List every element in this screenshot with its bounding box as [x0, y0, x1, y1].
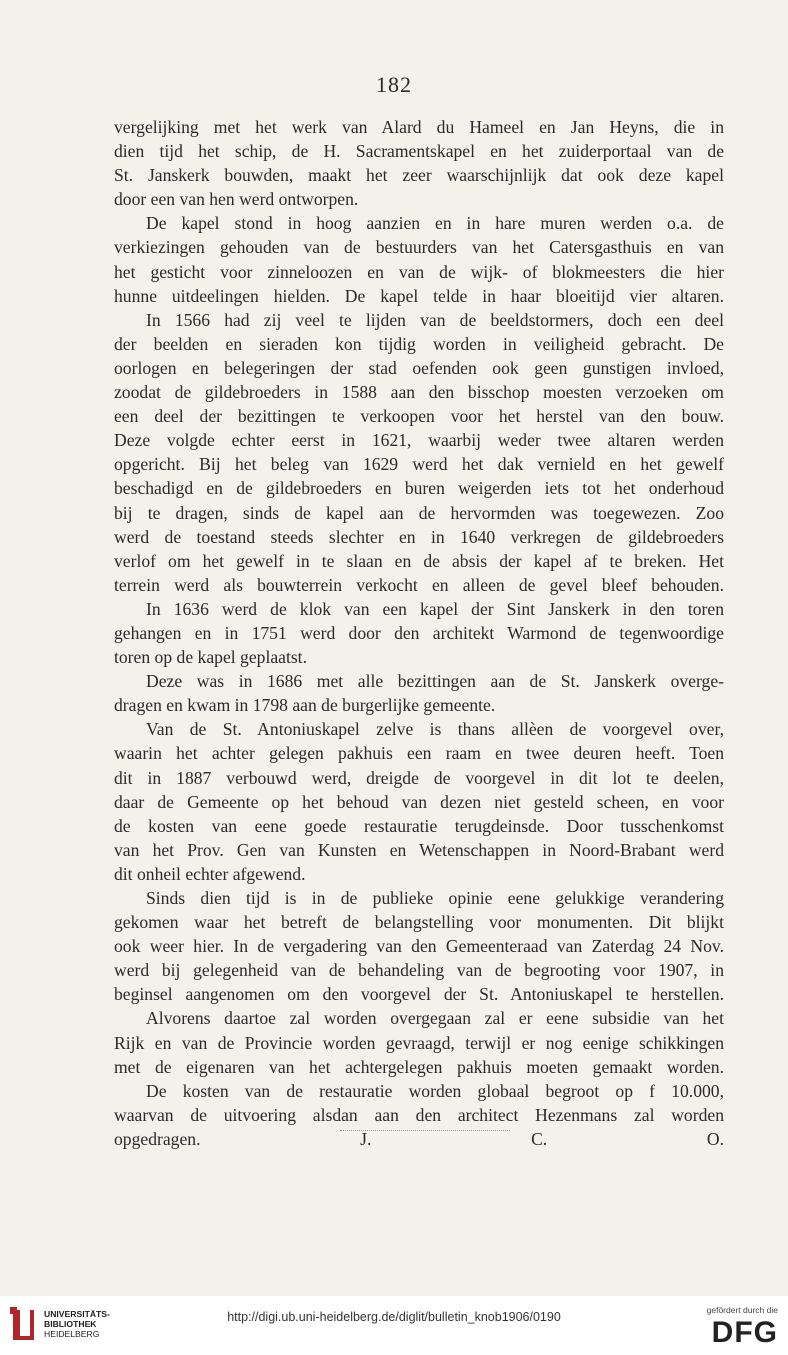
text-line: zoodat de gildebroeders in 1588 aan den bisschop moesten verzoeken om — [114, 382, 724, 403]
text-line: dit in 1887 verbouwd werd, dreigde de voorgevel in dit lot te deelen, — [114, 767, 724, 788]
text-line: waarin het achter gelegen pakhuis een raam en twee deuren heeft. Toen — [114, 743, 724, 764]
text-line: Rijk en van de Provincie worden gevraagd, terwijl er nog eenige schikkingen — [114, 1032, 724, 1053]
text-line: opgedragen. J. C. O. — [114, 1128, 724, 1149]
text-line: het gesticht voor zinneloozen en van de wijk- of blokmeesters die hier — [114, 261, 724, 282]
dfg-logo[interactable]: DFG — [711, 1316, 778, 1349]
text-line: werd bij gelegenheid van de behandeling van de begrooting voor 1907, in — [114, 960, 724, 981]
text-line: De kosten van de restauratie worden globaal begroot op f 10.000, — [146, 1080, 724, 1101]
text-line: In 1636 werd de klok van een kapel der Sint Janskerk in den toren — [146, 598, 724, 619]
text-line: door een van hen werd ontworpen. — [114, 189, 359, 210]
text-line: gehangen en in 1751 werd door den architekt Warmond de tegenwoordige — [114, 622, 724, 643]
body-text — [114, 115, 724, 1151]
text-line: beginsel aangenomen om den voorgevel der St. Antoniuskapel te herstellen. — [114, 984, 724, 1005]
text-line: daar de Gemeente op het behoud van dezen niet gesteld scheen, en voor — [114, 791, 724, 812]
text-line: Sinds dien tijd is in de publieke opinie eene gelukkige verandering — [146, 888, 724, 908]
university-library-name[interactable]: UNIVERSITÄTS- BIBLIOTHEK HEIDELBERG — [44, 1309, 110, 1339]
text-line: In 1566 had zij veel te lijden van de beeldstormers, doch een deel — [146, 309, 724, 330]
text-line: een deel der bezittingen te verkoopen voor het herstel van den bouw. — [114, 406, 724, 427]
funded-by-label: gefördert durch die — [706, 1305, 778, 1315]
page-number: 182 — [376, 72, 412, 97]
text-line: bij te dragen, sinds de kapel aan de hervormden was toegewezen. Zoo — [114, 502, 724, 523]
text-line: opgericht. Bij het beleg van 1629 werd het dak vernield en het gewelf — [114, 454, 724, 475]
text-line: van het Prov. Gen van Kunsten en Wetenschappen in Noord-Brabant werd — [114, 839, 724, 860]
text-line: Van de St. Antoniuskapel zelve is thans allèen de voorgevel over, — [146, 719, 724, 740]
footer-bar — [0, 1296, 788, 1355]
text-line: vergelijking met het werk van Alard du Hameel en Jan Heyns, die in — [114, 117, 724, 137]
text-line: dragen en kwam in 1798 aan de burgerlijke gemeente. — [114, 695, 496, 716]
text-line: hunne uitdeelingen hielden. De kapel telde in haar bloeitijd vier altaren. — [114, 285, 724, 306]
text-line: verkiezingen gehouden van de bestuurders van het Catersgasthuis en van — [114, 237, 724, 258]
text-line: ook weer hier. In de vergadering van den Gemeenteraad van Zaterdag 24 Nov. — [114, 936, 724, 957]
text-line: De kapel stond in hoog aanzien en in hare muren werden o.a. de — [146, 213, 724, 234]
source-url-link[interactable]: http://digi.ub.uni-heidelberg.de/diglit/bulletin_knob1906/0190 — [227, 1310, 561, 1324]
closing-rule — [340, 1130, 510, 1131]
text-line: der beelden en sieraden kon tijdig worden in veiligheid gebracht. De — [114, 333, 724, 354]
text-line: waarvan de uitvoering alsdan aan den architect Hezenmans zal worden — [114, 1104, 724, 1125]
text-line: St. Janskerk bouwden, maakt het zeer waarschijnlijk dat ook deze kapel — [114, 165, 724, 186]
text-line: toren op de kapel geplaatst. — [114, 647, 307, 668]
text-line: met de eigenaren van het achtergelegen pakhuis moeten gemaakt worden. — [114, 1056, 724, 1077]
text-line: terrein werd als bouwterrein verkocht en alleen de gevel bleef behouden. — [114, 574, 724, 595]
text-line: verlof om het gewelf in te slaan en de absis der kapel af te breken. Het — [114, 550, 724, 571]
text-line: dit onheil echter afgewend. — [114, 863, 306, 884]
text-line: dien tijd het schip, de H. Sacramentskapel en het zuiderportaal van de — [114, 141, 724, 162]
text-line: de kosten van eene goede restauratie terugdeinsde. Door tusschenkomst — [114, 815, 724, 836]
text-line: Deze was in 1686 met alle bezittingen aan de St. Janskerk overge- — [146, 671, 724, 692]
text-line: beschadigd en de gildebroeders en buren weigerden iets tot het onderhoud — [114, 478, 724, 499]
text-line: werd de toestand steeds slechter en in 1640 verkregen de gildebroeders — [114, 526, 724, 547]
text-line: Deze volgde echter eerst in 1621, waarbij weder twee altaren werden — [114, 430, 724, 451]
text-line: gekomen waar het betreft de belangstelling voor monumenten. Dit blijkt — [114, 912, 724, 933]
text-line: oorlogen en belegeringen der stad oefenden ook geen gunstigen invloed, — [114, 357, 724, 378]
text-line: Alvorens daartoe zal worden overgegaan zal er eene subsidie van het — [146, 1008, 724, 1029]
